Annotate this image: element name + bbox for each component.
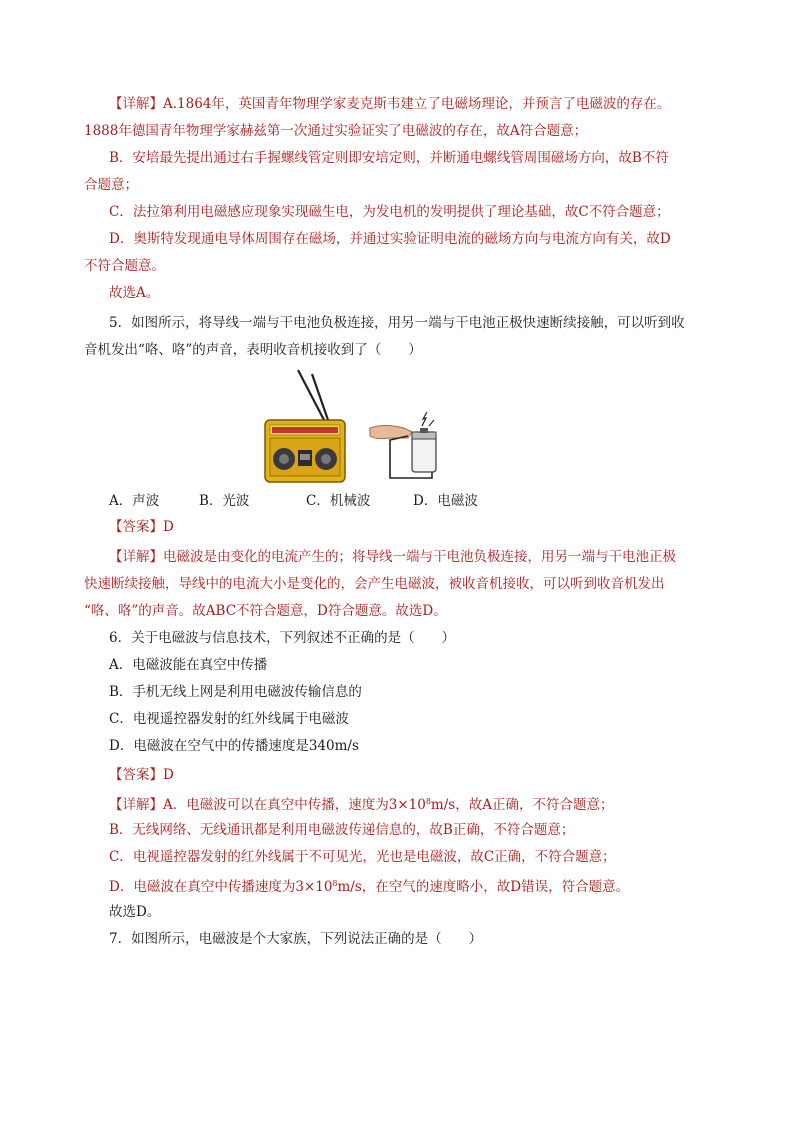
radio-battery-figure	[262, 368, 452, 486]
question-stem: 音机发出“咯、咯”的声音，表明收音机接收到了（ ）	[84, 342, 422, 358]
explanation-line: 1888年德国青年物理学家赫兹第一次通过实验证实了电磁波的存在，故A符合题意；	[84, 123, 588, 139]
option-b: B．手机无线上网是利用电磁波传输信息的	[109, 684, 362, 700]
option-a: A．声波	[109, 493, 160, 509]
explanation-line: 【详解】A．电磁波可以在真空中传播，速度为$3\times 10^8m/s$，故A正确，不符合题意；	[109, 797, 614, 813]
explanation-line: 【详解】A.1864年，英国青年物理学家麦克斯韦建立了电磁场理论，并预言了电磁波的存在。	[109, 96, 671, 112]
option-c: C．电视遥控器发射的红外线属于电磁波	[109, 711, 349, 727]
spark-icon	[422, 412, 427, 426]
option-b: B．光波	[199, 493, 250, 509]
explanation-line: 合题意；	[84, 177, 138, 193]
option-d: D．电磁波	[413, 493, 478, 509]
explanation-line: D．电磁波在真空中传播速度为$3\times 10^8m/s$，在空气的速度略小，故D错误，符合题意。	[109, 879, 630, 895]
question-stem: 5．如图所示，将导线一端与干电池负极连接，用另一端与干电池正极快速断续接触，可以听到收	[109, 315, 685, 331]
explanation-line: 不符合题意。	[84, 258, 165, 274]
explanation-line: B．无线网络、无线通讯都是利用电磁波传递信息的，故B正确，不符合题意；	[109, 822, 575, 838]
explanation-line: “咯、咯”的声音。故ABC不符合题意，D符合题意。故选D。	[84, 603, 447, 619]
explanation-line: 快速断续接触，导线中的电流大小是变化的，会产生电磁波，被收音机接收，可以听到收音机发出	[84, 576, 665, 592]
question-stem: 7．如图所示，电磁波是个大家族，下列说法正确的是（ ）	[109, 931, 483, 947]
question-stem: 6．关于电磁波与信息技术，下列叙述不正确的是（ ）	[109, 630, 456, 646]
answer: 【答案】D	[109, 519, 174, 535]
option-a: A．电磁波能在真空中传播	[109, 657, 268, 673]
option-d: D．电磁波在空气中的传播速度是340m/s	[109, 738, 359, 754]
explanation-line: 【详解】电磁波是由变化的电流产生的；将导线一端与干电池负极连接，用另一端与干电池正极	[109, 549, 676, 565]
option-c: C．机械波	[306, 493, 371, 509]
explanation-line: C．电视遥控器发射的红外线属于不可见光，光也是电磁波，故C正确，不符合题意；	[109, 849, 616, 865]
answer: 【答案】D	[109, 767, 174, 783]
explanation-line: C．法拉第利用电磁感应现象实现磁生电，为发电机的发明提供了理论基础，故C不符合题意；	[109, 204, 670, 220]
explanation-line: D．奥斯特发现通电导体周围存在磁场，并通过实验证明电流的磁场方向与电流方向有关，故D	[109, 231, 671, 247]
choice-conclusion: 故选A。	[109, 285, 160, 301]
choice-conclusion: 故选D。	[109, 904, 161, 920]
explanation-line: B．安培最先提出通过右手握螺线管定则即安培定则，并断通电螺线管周围磁场方向，故B不符	[109, 150, 669, 166]
